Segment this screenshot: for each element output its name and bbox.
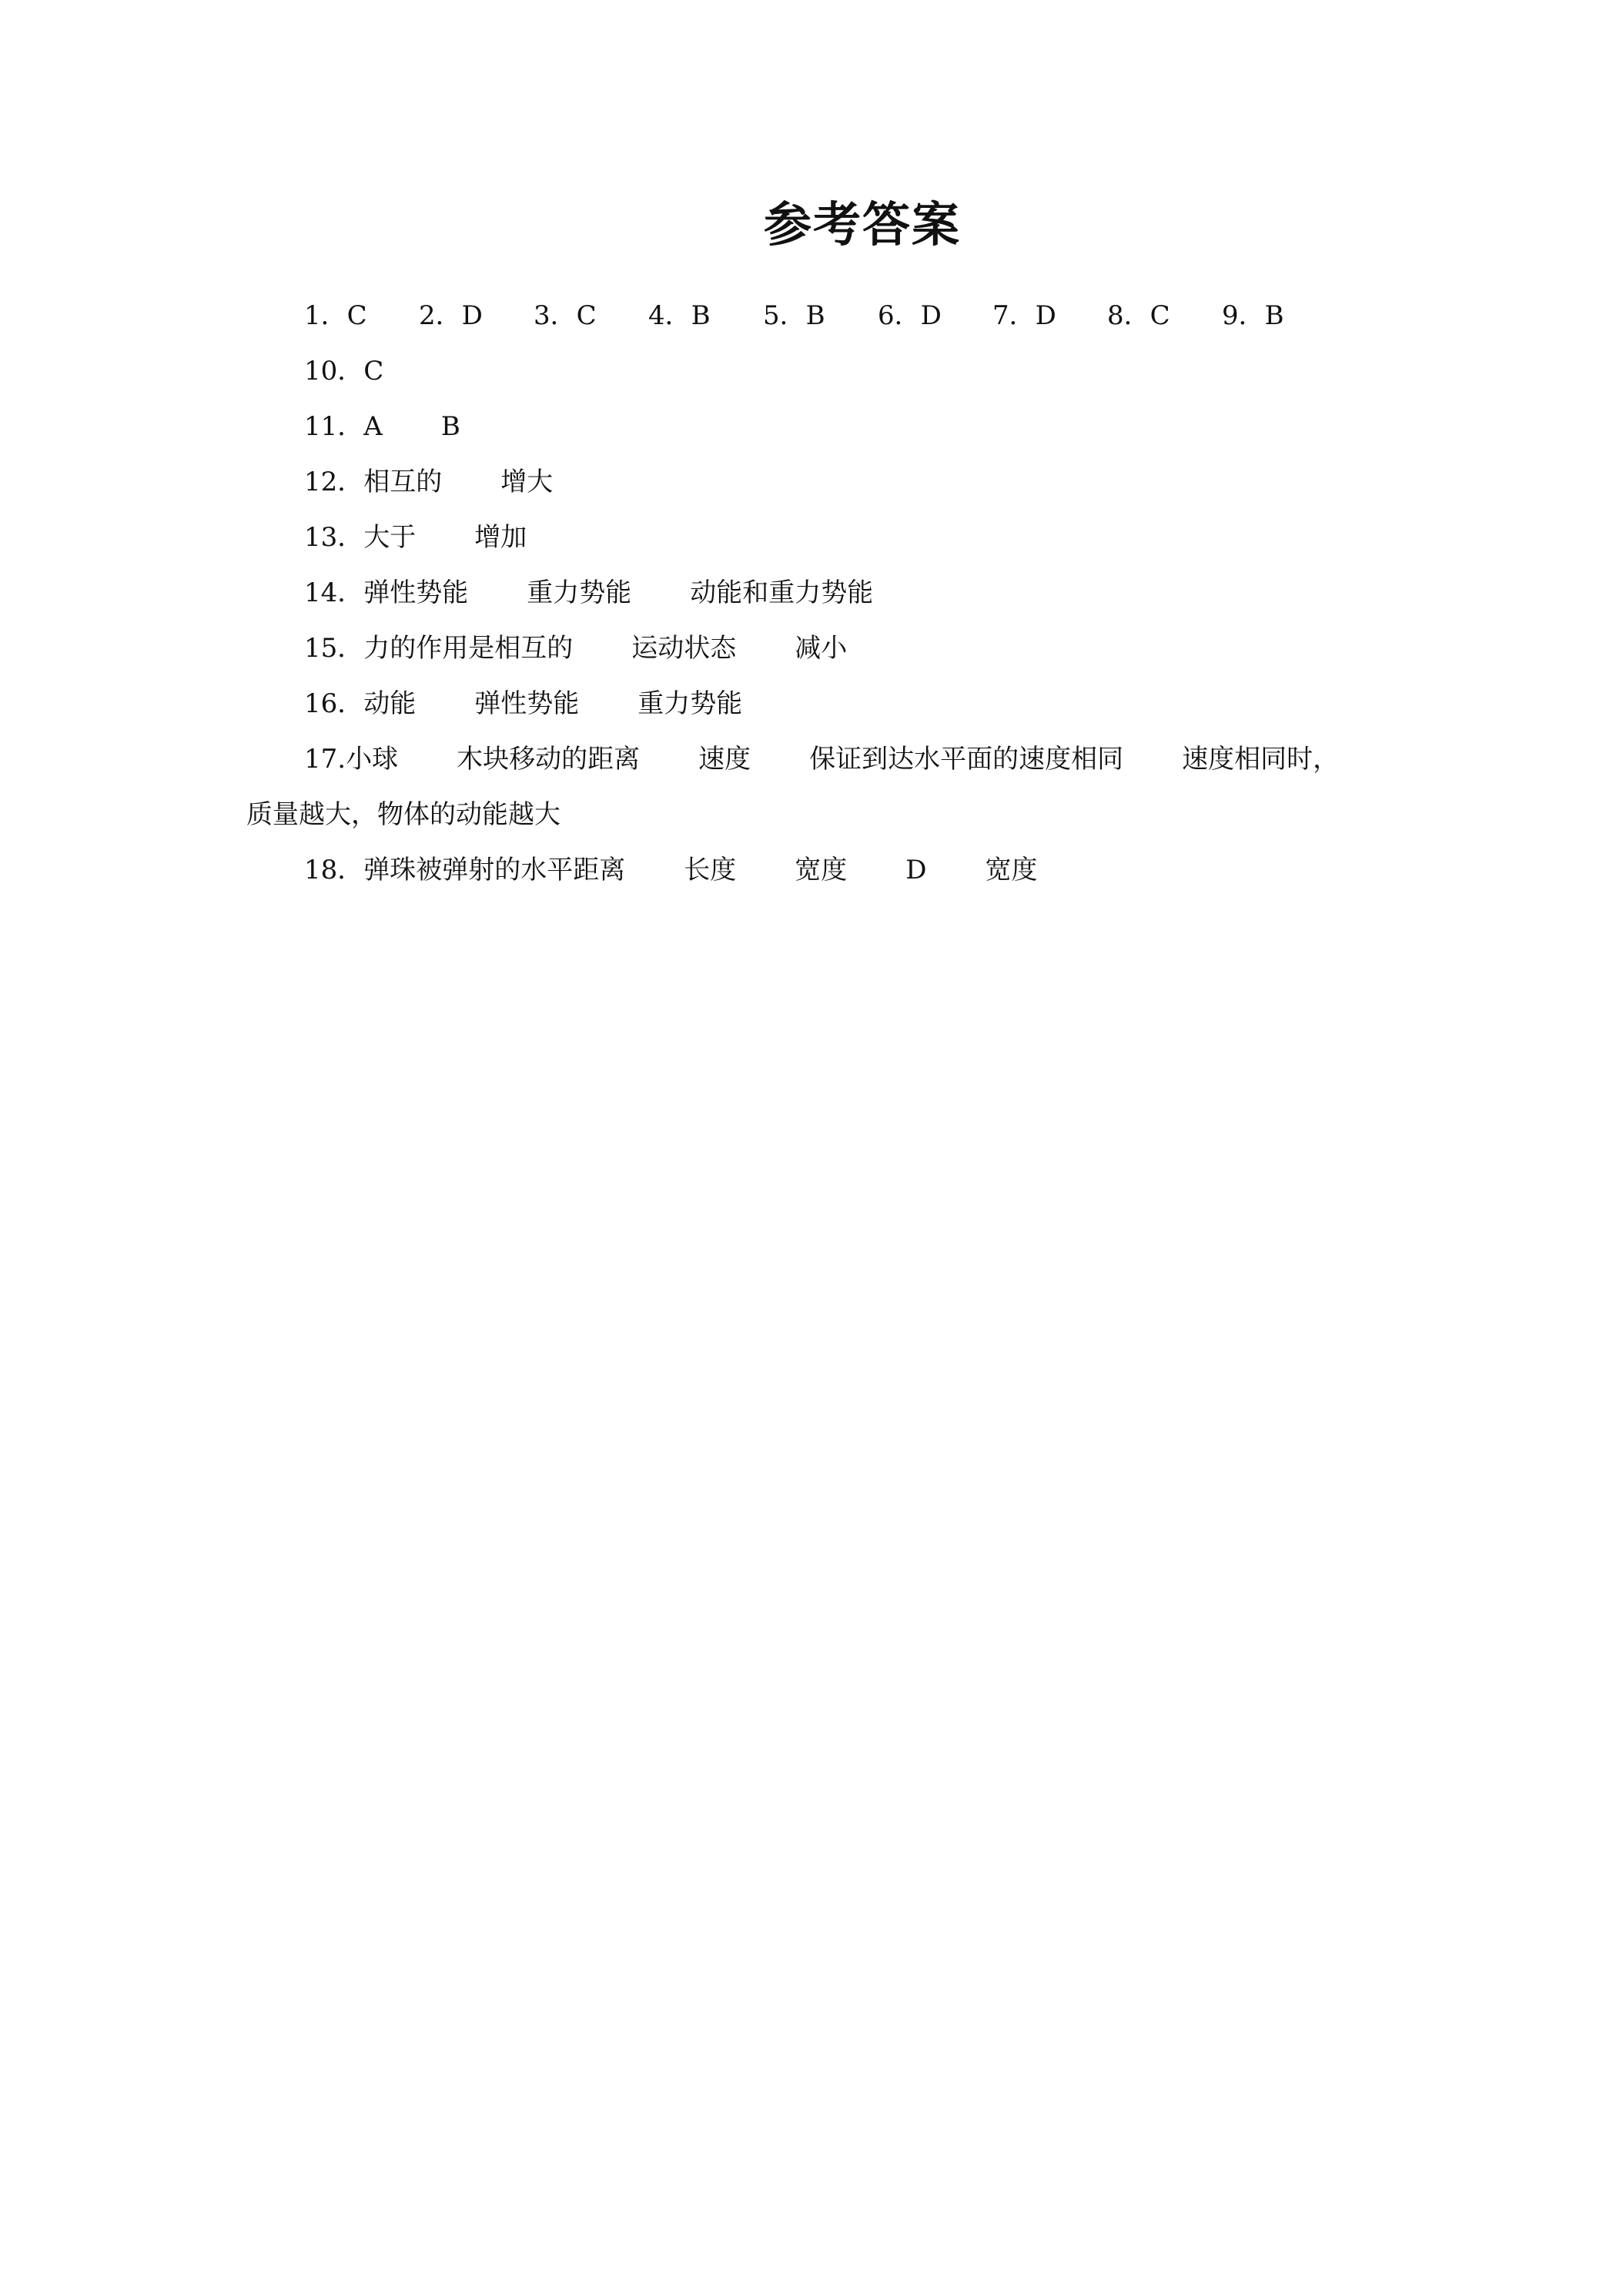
question-number: 17. [304,744,346,775]
question-number: 16． [304,688,364,719]
answer-text: 重力势能 [527,577,632,608]
answer-row-10 [246,343,1401,399]
answer-text: B [440,411,460,442]
question-number: 14． [304,577,364,608]
answer-text: 弹性势能 [474,688,580,719]
answer-row-14 [246,565,1401,621]
answer-text: 长度 [684,855,737,885]
question-number: 15． [304,633,364,664]
answer-text: 力的作用是相互的 [363,633,574,664]
question-number: 18． [304,855,364,885]
answer-item: 9．B [1222,300,1284,331]
answer-item: 2．D [419,300,483,331]
answer-text: C [363,356,384,387]
answer-row-11 [246,399,1401,454]
answer-text: A [363,411,383,442]
answer-item: 8．C [1107,300,1170,331]
answer-row-18 [246,842,1401,898]
answer-text: 保证到达水平面的速度相同 [809,744,1124,775]
answer-text: 增大 [500,467,554,497]
answer-row-17-continuation [246,787,1401,842]
answer-text: 动能 [363,688,417,719]
answer-item: 5．B [763,300,825,331]
answer-item: 6．D [878,300,942,331]
answer-item: 3．C [534,300,597,331]
answer-text: 小球 [346,744,399,775]
answer-text: 弹珠被弹射的水平距离 [363,855,626,885]
question-number: 13． [304,522,364,553]
answer-item: 4．B [648,300,711,331]
answer-text: 动能和重力势能 [690,577,874,608]
answer-item: 1．C [304,300,367,331]
question-number: 12． [304,467,364,497]
answer-text: 相互的 [363,467,443,497]
answer-text: 大于 [363,522,417,553]
answer-text: 速度 [698,744,751,775]
answer-row-15 [246,621,1401,676]
answer-list [246,288,1401,898]
answer-text: 速度相同时， [1182,744,1340,775]
question-number: 11． [304,411,364,442]
answer-text: 质量越大，物体的动能越大 [246,799,561,830]
answer-text: 宽度 [795,855,848,885]
answer-text: 运动状态 [631,633,737,664]
answer-text: 减小 [795,633,848,664]
answer-item: 7．D [992,300,1056,331]
answer-text: 重力势能 [637,688,743,719]
answer-text: 木块移动的距离 [457,744,641,775]
answer-row-17 [246,731,1401,787]
page-title: 参考答案 [763,196,961,253]
question-number: 10． [304,356,364,387]
answer-row-12 [246,454,1401,510]
answer-text: 增加 [474,522,527,553]
answer-text: 宽度 [985,855,1038,885]
answer-row-16 [246,676,1401,731]
answer-text: D [905,855,927,885]
answer-text: 弹性势能 [363,577,469,608]
answer-row-1-9 [246,288,1401,343]
answer-row-13 [246,510,1401,565]
